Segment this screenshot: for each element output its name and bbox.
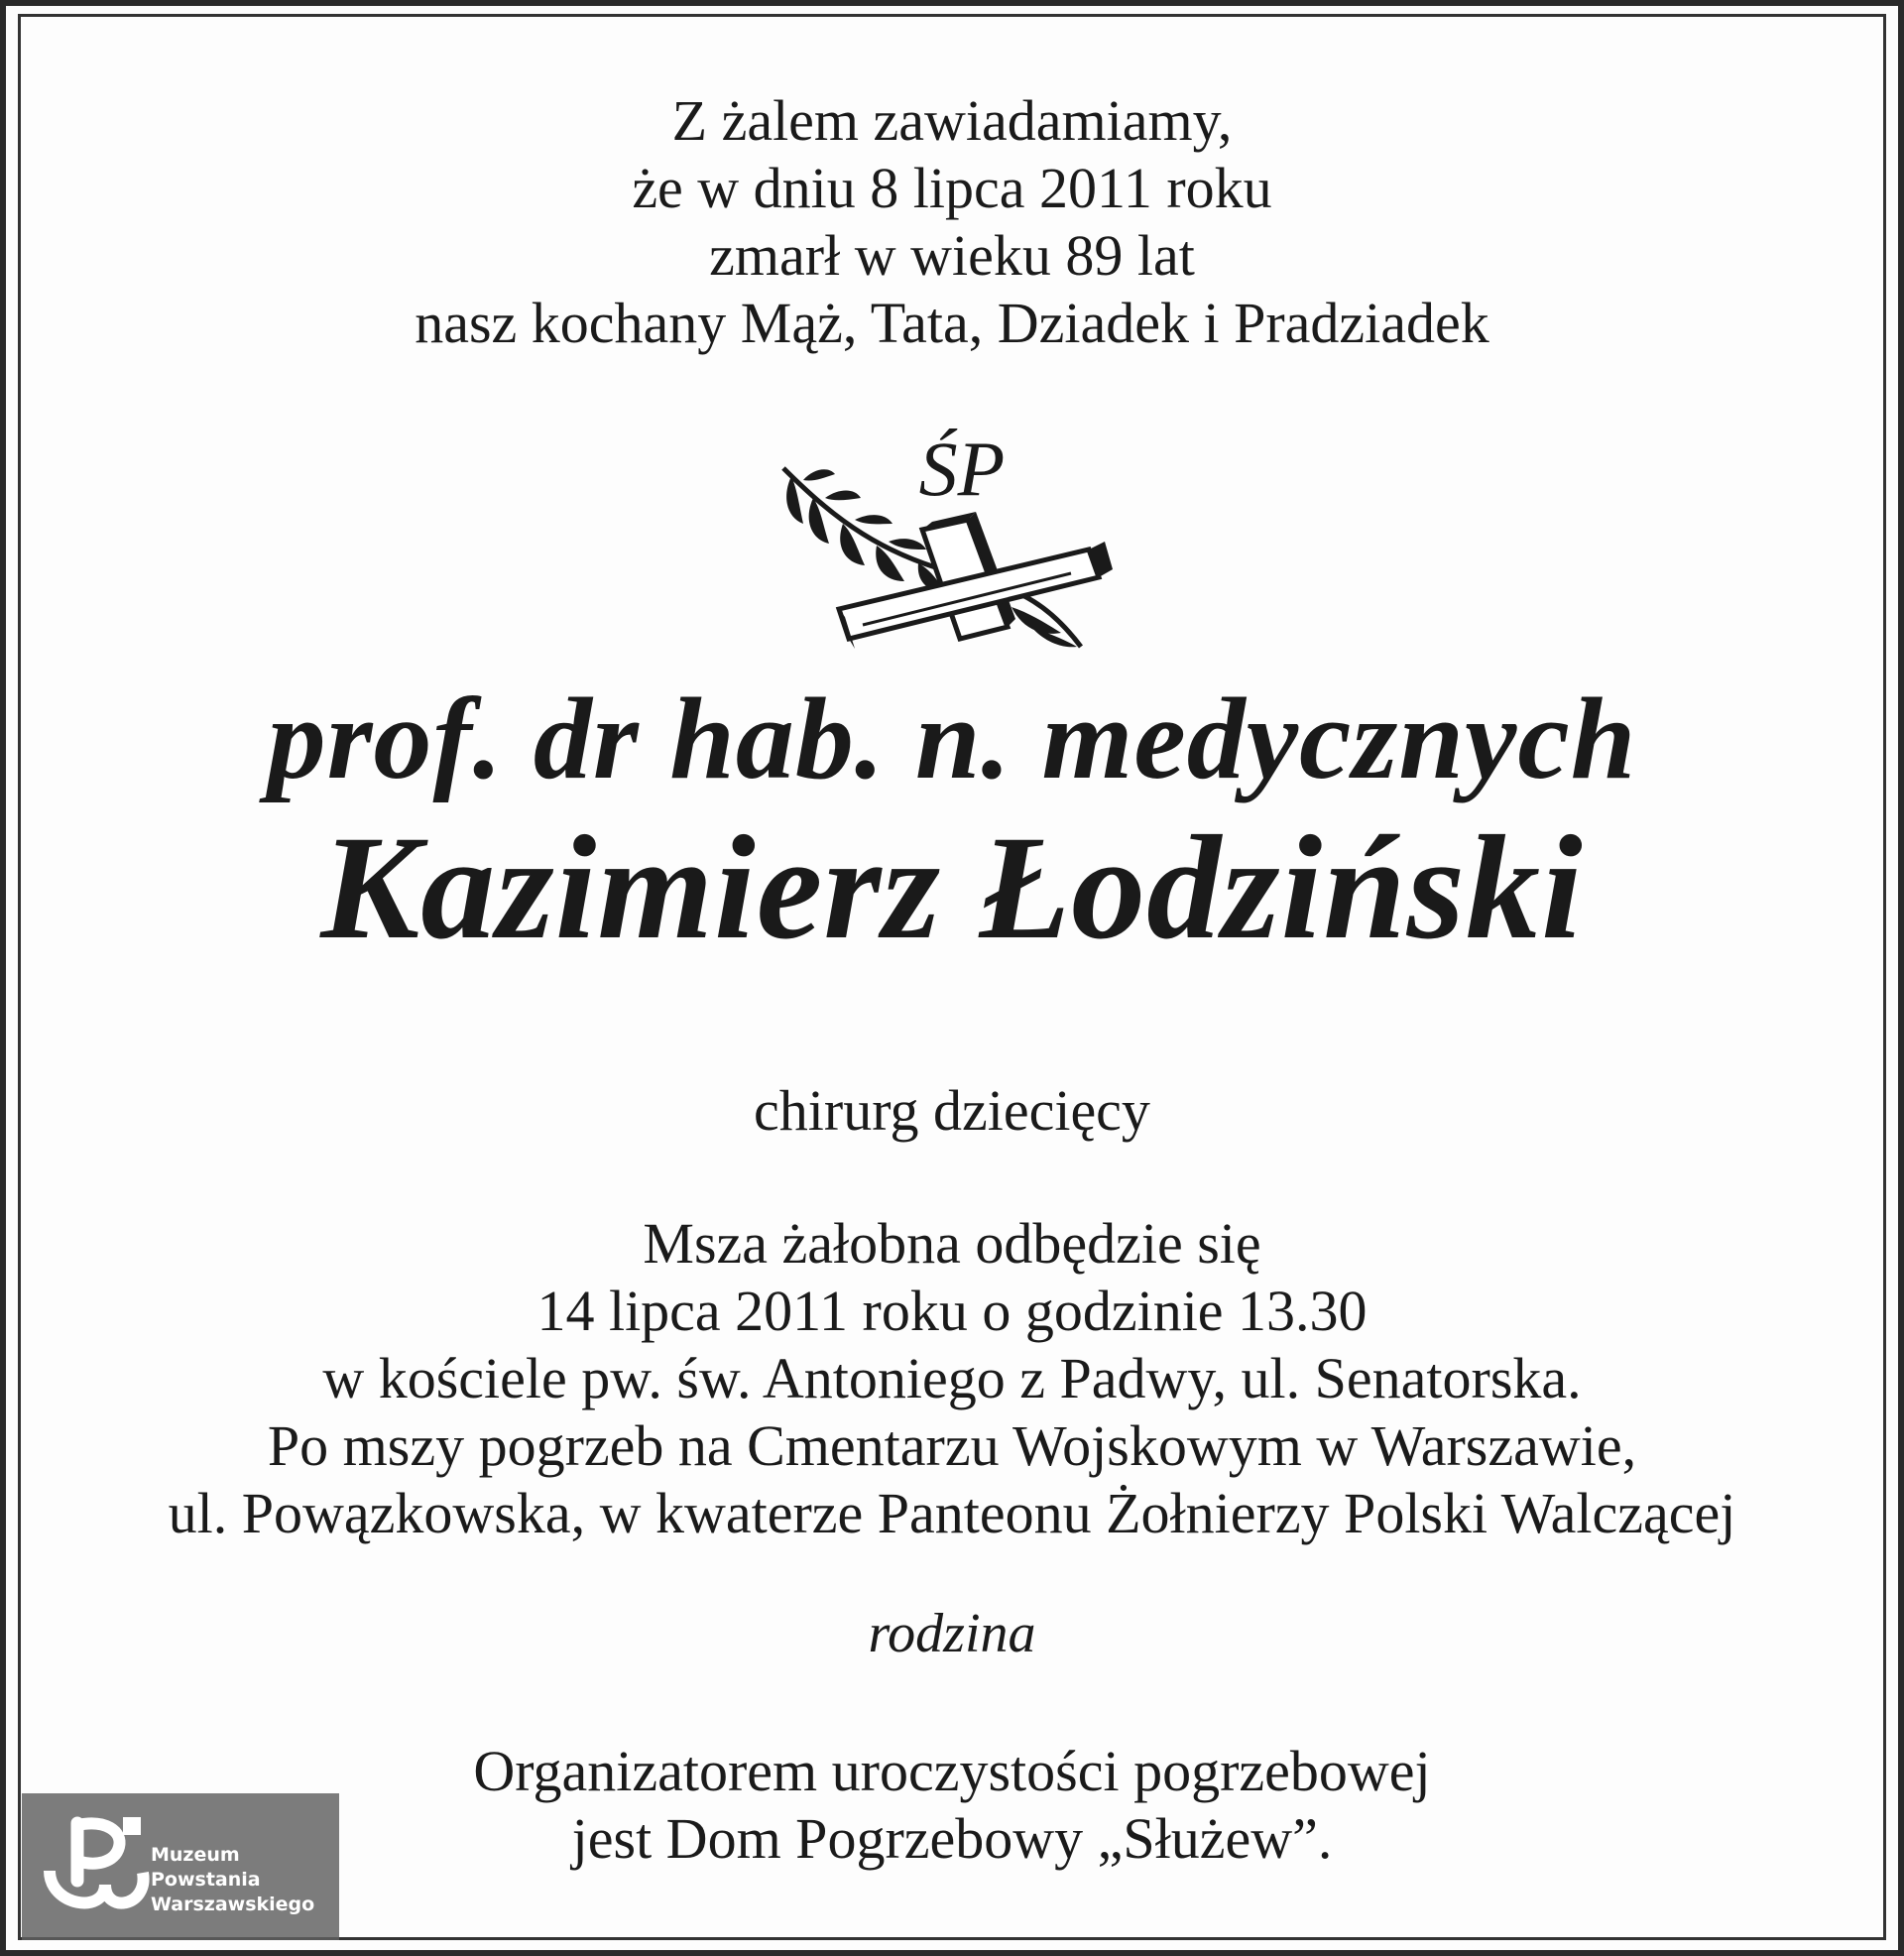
museum-name-line: Warszawskiego: [151, 1894, 315, 1915]
funeral-details: [0, 1210, 1904, 1547]
funeral-line: Po mszy pogrzeb na Cmentarzu Wojskowym w Warszawie,: [267, 1413, 1637, 1478]
deceased-name: Kazimierz Łodziński: [320, 805, 1584, 970]
sp-abbreviation: ŚP: [918, 426, 1006, 512]
announcement-line: nasz kochany Mąż, Tata, Dziadek i Pradziadek: [415, 291, 1489, 355]
museum-name-line: Muzeum: [151, 1844, 240, 1866]
funeral-line: 14 lipca 2011 roku o godzinie 13.30: [536, 1279, 1368, 1343]
announcement-line: zmarł w wieku 89 lat: [709, 223, 1195, 288]
museum-name: [151, 1843, 314, 1917]
funeral-line: w kościele pw. św. Antoniego z Padwy, ul. Senatorska.: [322, 1346, 1582, 1410]
organizer-line: Organizatorem uroczystości pogrzebowej: [473, 1739, 1431, 1803]
announcement-text: [0, 87, 1904, 357]
funeral-line: ul. Powązkowska, w kwaterze Panteonu Żołnierzy Polski Walczącej: [168, 1481, 1736, 1545]
deceased-profession: chirurg dziecięcy: [754, 1078, 1150, 1143]
announcement-line: że w dniu 8 lipca 2011 roku: [632, 156, 1272, 220]
powstanie-anchor-icon: [44, 1811, 153, 1922]
organizer-line: jest Dom Pogrzebowy „Służew”.: [571, 1806, 1333, 1871]
family-signature: rodzina: [868, 1603, 1036, 1664]
deceased-title: prof. dr hab. n. medycznych: [267, 673, 1637, 803]
announcement-line: Z żalem zawiadamiamy,: [671, 88, 1233, 153]
cross-with-palm-branch-icon: [774, 458, 1130, 657]
museum-watermark: [22, 1793, 339, 1940]
museum-name-line: Powstania: [151, 1869, 261, 1891]
funeral-line: Msza żałobna odbędzie się: [643, 1211, 1261, 1276]
